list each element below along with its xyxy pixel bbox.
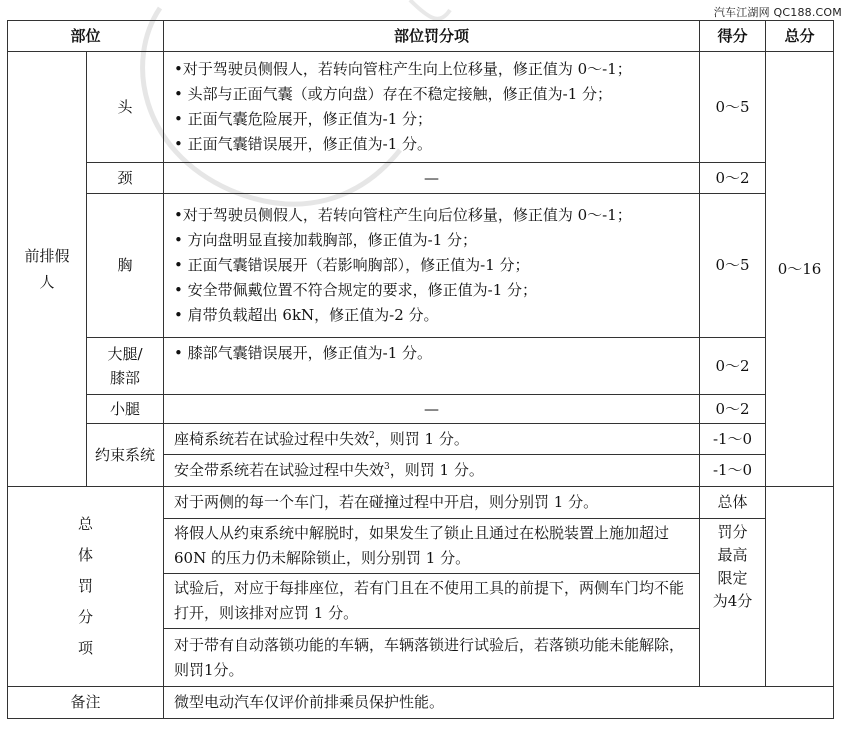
list-item: • 头部与正面气囊（或方向盘）存在不稳定接触，修正值为-1 分； bbox=[174, 85, 613, 103]
row-restraint-seat bbox=[8, 424, 834, 455]
overall-score-top: 总体 bbox=[700, 487, 766, 519]
overall-label-char: 体 bbox=[78, 546, 94, 564]
part-restraint: 约束系统 bbox=[87, 424, 164, 487]
part-thigh-knee bbox=[87, 338, 164, 395]
chest-items bbox=[164, 194, 700, 338]
neck-item: — bbox=[164, 163, 700, 194]
score-head: 0～5 bbox=[700, 52, 766, 163]
overall-total-empty bbox=[766, 487, 834, 687]
header-total: 总分 bbox=[766, 21, 834, 52]
row-chest bbox=[8, 194, 834, 338]
overall-score-line: 罚分 bbox=[717, 523, 748, 541]
footnote-2: 2 bbox=[369, 430, 375, 441]
restraint-belt-tail: ，则罚 1 分。 bbox=[389, 461, 484, 479]
list-item: • 安全带佩戴位置不符合规定的要求，修正值为-1 分； bbox=[174, 281, 538, 299]
header-penalty-item: 部位罚分项 bbox=[164, 21, 700, 52]
restraint-seat-item bbox=[164, 424, 700, 455]
scoring-table bbox=[7, 20, 834, 719]
part-chest: 胸 bbox=[87, 194, 164, 338]
part-knee-line: 膝部 bbox=[110, 369, 141, 387]
overall-item-open: 试验后，对应于每排座位，若有门且在不使用工具的前提下，两侧车门均不能打开，则该排对应罚 1 分。 bbox=[164, 574, 700, 629]
overall-label bbox=[8, 487, 164, 687]
thigh-knee-items bbox=[164, 338, 700, 395]
score-lower-leg: 0～2 bbox=[700, 395, 766, 424]
overall-item-lock: 对于带有自动落锁功能的车辆，车辆落锁进行试验后，若落锁功能未能解除，则罚1分。 bbox=[164, 629, 700, 687]
list-item: • 方向盘明显直接加载胸部，修正值为-1 分； bbox=[174, 231, 478, 249]
row-neck bbox=[8, 163, 834, 194]
list-item: • 正面气囊危险展开，修正值为-1 分； bbox=[174, 110, 433, 128]
row-remark bbox=[8, 687, 834, 719]
part-lower-leg: 小腿 bbox=[87, 395, 164, 424]
row-thigh-knee bbox=[8, 338, 834, 395]
score-restraint-belt: -1～0 bbox=[700, 455, 766, 487]
restraint-seat-tail: ，则罚 1 分。 bbox=[374, 429, 469, 448]
row-overall-door bbox=[8, 487, 834, 519]
header-row bbox=[8, 21, 834, 52]
overall-score-line: 为4分 bbox=[712, 592, 753, 610]
part-neck: 颈 bbox=[87, 163, 164, 194]
header-part: 部位 bbox=[8, 21, 164, 52]
list-item: • 膝部气囊错误展开，修正值为-1 分。 bbox=[174, 344, 433, 362]
overall-label-char: 分 bbox=[78, 608, 94, 626]
head-items bbox=[164, 52, 700, 163]
remark-text: 微型电动汽车仅评价前排乘员保护性能。 bbox=[164, 687, 834, 719]
front-dummy-label-text: 前排假人 bbox=[24, 247, 70, 291]
list-item: •对于驾驶员侧假人，若转向管柱产生向后位移量，修正值为 0～-1； bbox=[174, 206, 632, 224]
row-lower-leg bbox=[8, 395, 834, 424]
list-item: • 肩带负载超出 6kN，修正值为-2 分。 bbox=[174, 306, 439, 324]
overall-score-line: 最高 bbox=[717, 546, 748, 564]
header-score: 得分 bbox=[700, 21, 766, 52]
restraint-belt-text: 安全带系统若在试验过程中失效 bbox=[174, 461, 385, 479]
lower-leg-item: — bbox=[164, 395, 700, 424]
list-item: • 正面气囊错误展开（若影响胸部），修正值为-1 分； bbox=[174, 256, 530, 274]
overall-label-char: 总 bbox=[78, 515, 94, 533]
restraint-belt-item bbox=[164, 455, 700, 487]
score-chest: 0～5 bbox=[700, 194, 766, 338]
front-dummy-label bbox=[8, 52, 87, 487]
remark-label: 备注 bbox=[8, 687, 164, 719]
overall-label-char: 项 bbox=[78, 639, 94, 657]
list-item: • 正面气囊错误展开，修正值为-1 分。 bbox=[174, 135, 433, 153]
restraint-seat-text: 座椅系统若在试验过程中失效 bbox=[174, 429, 370, 448]
score-restraint-seat: -1～0 bbox=[700, 424, 766, 455]
overall-score-line: 限定 bbox=[717, 569, 748, 587]
overall-score-limit bbox=[700, 519, 766, 687]
part-head: 头 bbox=[87, 52, 164, 163]
overall-item-door: 对于两侧的每一个车门，若在碰撞过程中开启，则分别罚 1 分。 bbox=[164, 487, 700, 519]
watermark: 汽车江湖网 QC188.COM bbox=[713, 6, 842, 19]
score-neck: 0～2 bbox=[700, 163, 766, 194]
part-thigh-line: 大腿/ bbox=[107, 345, 143, 363]
overall-item-release: 将假人从约束系统中解脱时，如果发生了锁止且通过在松脱装置上施加超过 60N 的压力仍未解除锁止，则分别罚 1 分。 bbox=[164, 519, 700, 574]
row-head bbox=[8, 52, 834, 163]
footnote-3: 3 bbox=[384, 462, 390, 472]
score-thigh-knee: 0～2 bbox=[700, 338, 766, 395]
front-total: 0～16 bbox=[766, 52, 834, 487]
overall-label-char: 罚 bbox=[78, 577, 94, 595]
list-item: •对于驾驶员侧假人，若转向管柱产生向上位移量，修正值为 0～-1； bbox=[174, 60, 632, 78]
